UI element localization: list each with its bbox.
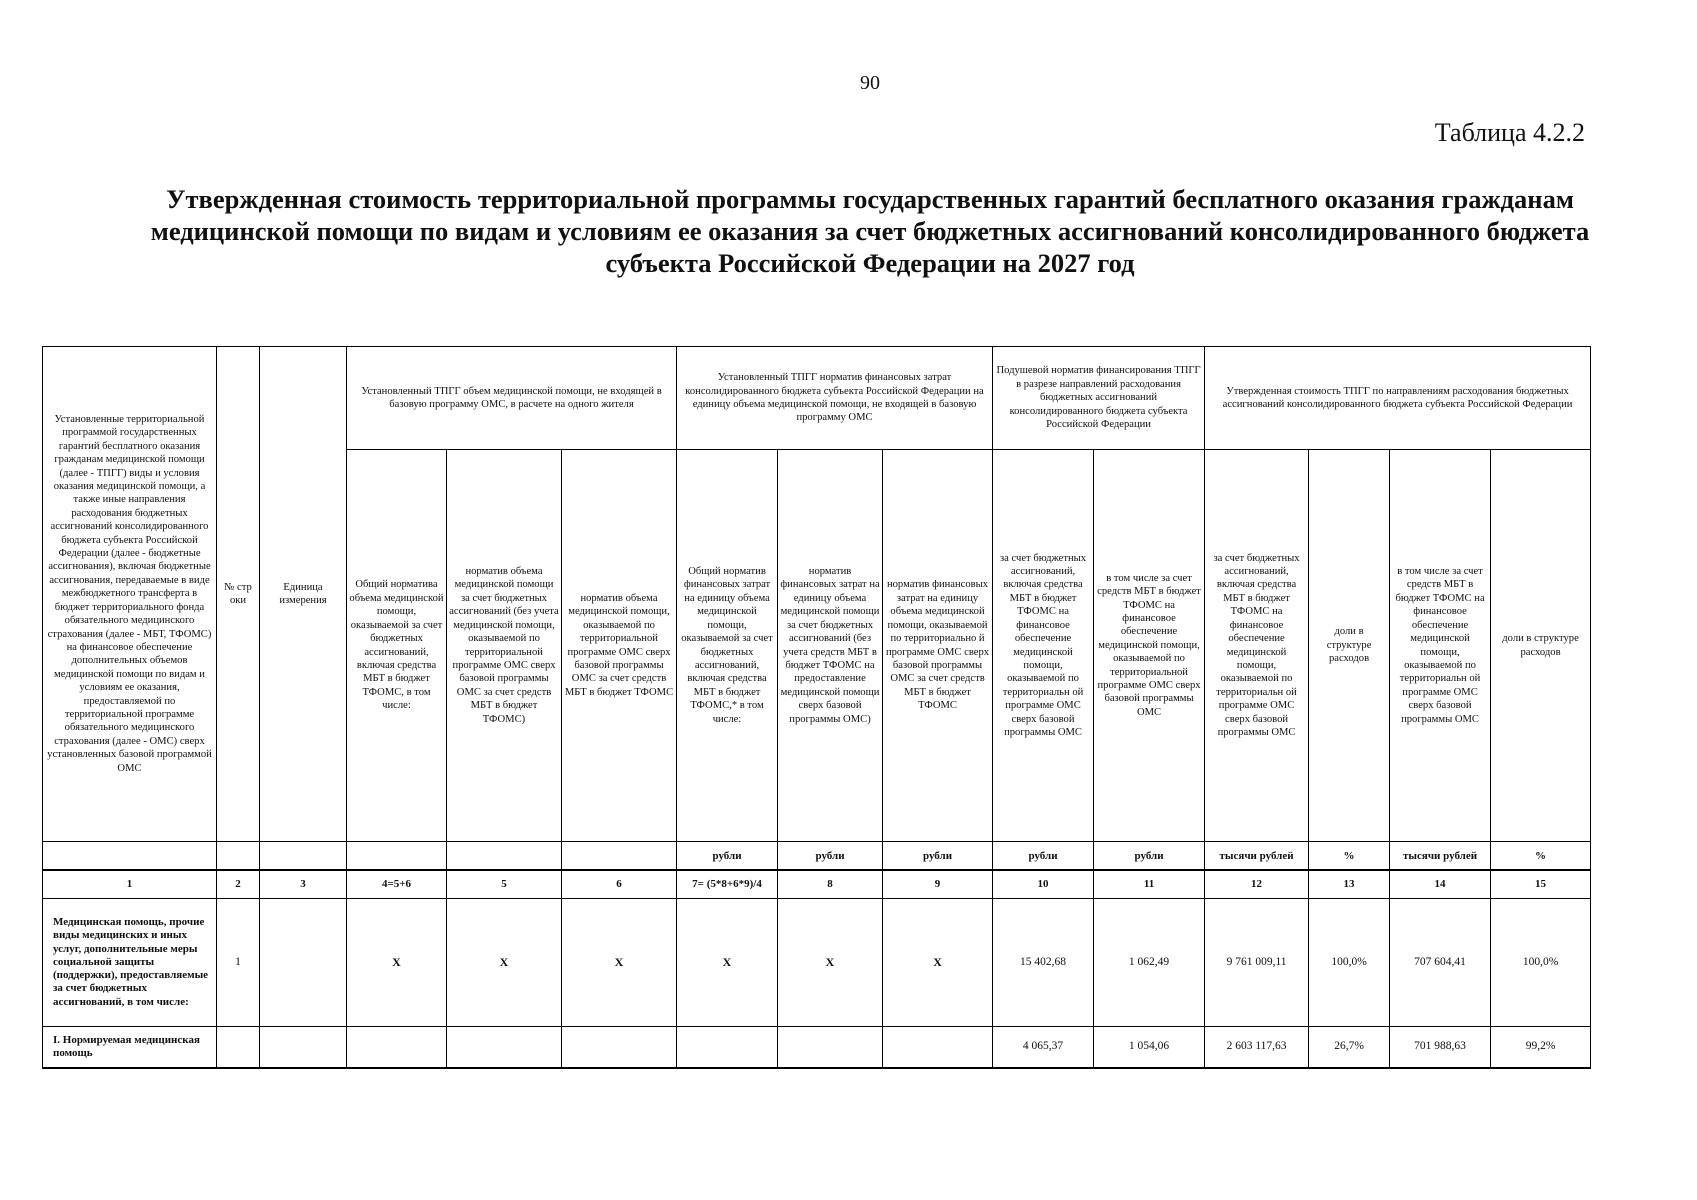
unit-cell: рубли xyxy=(677,842,778,871)
column-number: 12 xyxy=(1205,870,1309,899)
column-number: 9 xyxy=(883,870,993,899)
cell-col-8: X xyxy=(778,899,883,1027)
header-col-8: норматив финансовых затрат на единицу объема медицинской помощи за счет бюджетных ассигнований (без учета средств МБТ в бюджет ТФОМС на предоставление медицинской помощи сверх базовой программы ОМС) xyxy=(778,450,883,842)
header-col-9: норматив финансовых затрат на единицу объема медицинской помощи, оказываемой по территориально й программе ОМС сверх базовой программы ОМС за счет средств МБТ в бюджет ТФОМС xyxy=(883,450,993,842)
unit-cell: рубли xyxy=(778,842,883,871)
table-row xyxy=(43,899,1591,1027)
header-col-7: Общий норматив финансовых затрат на единицу объема медицинской помощи, оказываемой за счет бюджетных ассигнований, включая средства МБТ в бюджет ТФОМС,* в том числе: xyxy=(677,450,778,842)
cell-col-13: 26,7% xyxy=(1309,1027,1390,1069)
cell-col-15: 99,2% xyxy=(1491,1027,1591,1069)
column-number: 15 xyxy=(1491,870,1591,899)
header-col-3: Единица измерения xyxy=(260,347,347,842)
header-col-14: в том числе за счет средств МБТ в бюджет ТФОМС на финансовое обеспечение медицинской помощи, оказываемой по территориальн ой программе ОМС сверх базовой программы ОМС xyxy=(1390,450,1491,842)
cell-col-4: X xyxy=(347,899,447,1027)
cell-col-7 xyxy=(677,1027,778,1069)
unit-cell xyxy=(260,842,347,871)
cell-col-7: X xyxy=(677,899,778,1027)
cell-col-14: 701 988,63 xyxy=(1390,1027,1491,1069)
cell-col-5: X xyxy=(447,899,562,1027)
header-col-4: Общий норматива объема медицинской помощи, оказываемой за счет бюджетных ассигнований, включая средства МБТ в бюджет ТФОМС, в том числе: xyxy=(347,450,447,842)
cell-col-4 xyxy=(347,1027,447,1069)
header-group-approved-cost: Утвержденная стоимость ТПГГ по направлениям расходования бюджетных ассигнований консолидированного бюджета субъекта Российской Федерации xyxy=(1205,347,1591,450)
cell-col-6: X xyxy=(562,899,677,1027)
column-number: 1 xyxy=(43,870,217,899)
table-label: Таблица 4.2.2 xyxy=(1434,118,1585,147)
column-number: 7= (5*8+6*9)/4 xyxy=(677,870,778,899)
row-name: Медицинская помощь, прочие виды медицинских и иных услуг, дополнительные меры социальной защиты (поддержки), предоставляемые за счет бюджетных ассигнований, в том числе: xyxy=(43,899,217,1027)
table-row xyxy=(43,1027,1591,1069)
column-number: 2 xyxy=(217,870,260,899)
header-col-2: № стр оки xyxy=(217,347,260,842)
column-number: 13 xyxy=(1309,870,1390,899)
unit-cell: рубли xyxy=(993,842,1094,871)
unit-cell xyxy=(447,842,562,871)
document-title: Утвержденная стоимость территориальной программы государственных гарантий бесплатного оказания гражданам медицинской помощи по видам и условиям ее оказания за счет бюджетных ассигнований консолидированного бюджета субъекта Российской Федерации на 2027 год xyxy=(150,184,1590,278)
cell-col-5 xyxy=(447,1027,562,1069)
column-number: 6 xyxy=(562,870,677,899)
cell-col-8 xyxy=(778,1027,883,1069)
unit-cell xyxy=(347,842,447,871)
cell-col-13: 100,0% xyxy=(1309,899,1390,1027)
unit-cell: рубли xyxy=(883,842,993,871)
header-group-per-capita: Подушевой норматив финансирования ТПГГ в разрезе направлений расходования бюджетных ассигнований консолидированного бюджета субъекта Российской Федерации xyxy=(993,347,1205,450)
column-number: 5 xyxy=(447,870,562,899)
header-col-6: норматив объема медицинской помощи, оказываемой по территориальной программе ОМС сверх базовой программы ОМС за счет средств МБТ в бюджет ТФОМС xyxy=(562,450,677,842)
header-col-11: в том числе за счет средств МБТ в бюджет ТФОМС на финансовое обеспечение медицинской помощи, оказываемой по территориальной программе ОМС сверх базовой программы ОМС xyxy=(1094,450,1205,842)
header-group-volume: Установленный ТПГГ объем медицинской помощи, не входящей в базовую программу ОМС, в расчете на одного жителя xyxy=(347,347,677,450)
row-unit xyxy=(260,899,347,1027)
row-line-number xyxy=(217,1027,260,1069)
unit-cell xyxy=(562,842,677,871)
unit-cell: тысячи рублей xyxy=(1390,842,1491,871)
cell-col-12: 2 603 117,63 xyxy=(1205,1027,1309,1069)
header-col-1: Установленные территориальной программой государственных гарантий бесплатного оказания гражданам медицинской помощи (далее - ТПГГ) виды и условия оказания медицинской помощи, а также иные направления расходования бюджетных ассигнований консолидированного бюджета субъекта Российской Федерации (далее - бюджетные ассигнования), включая бюджетные ассигнования, передаваемые в виде межбюджетного трансферта в бюджет территориального фонда обязательного медицинского страхования (далее - МБТ, ТФОМС) на финансовое обеспечение дополнительных объемов медицинской помощи по видам и условиям ее оказания, предоставляемой по территориальной программе обязательного медицинского страхования (далее - ОМС) сверх установленных базовой программой ОМС xyxy=(43,347,217,842)
header-group-cost-norm: Установленный ТПГГ норматив финансовых затрат консолидированного бюджета субъекта Российской Федерации на единицу объема медицинской помощи, не входящей в базовую программу ОМС xyxy=(677,347,993,450)
column-number: 4=5+6 xyxy=(347,870,447,899)
header-col-12: за счет бюджетных ассигнований, включая средства МБТ в бюджет ТФОМС на финансовое обеспечение медицинской помощи, оказываемой по территориальн ой программе ОМС сверх базовой программы ОМС xyxy=(1205,450,1309,842)
unit-cell: % xyxy=(1309,842,1390,871)
units-row xyxy=(43,842,1591,871)
column-number: 14 xyxy=(1390,870,1491,899)
row-line-number: 1 xyxy=(217,899,260,1027)
cell-col-11: 1 062,49 xyxy=(1094,899,1205,1027)
header-col-13: доли в структуре расходов xyxy=(1309,450,1390,842)
unit-cell: рубли xyxy=(1094,842,1205,871)
header-col-10: за счет бюджетных ассигнований, включая средства МБТ в бюджет ТФОМС на финансовое обеспечение медицинской помощи, оказываемой по территориальн ой программе ОМС сверх базовой программы ОМС xyxy=(993,450,1094,842)
column-number: 8 xyxy=(778,870,883,899)
row-unit xyxy=(260,1027,347,1069)
cell-col-9: X xyxy=(883,899,993,1027)
column-number: 11 xyxy=(1094,870,1205,899)
cell-col-15: 100,0% xyxy=(1491,899,1591,1027)
cell-col-9 xyxy=(883,1027,993,1069)
cell-col-6 xyxy=(562,1027,677,1069)
cell-col-14: 707 604,41 xyxy=(1390,899,1491,1027)
column-numbers-row xyxy=(43,870,1591,899)
header-row-groups xyxy=(43,347,1591,450)
cell-col-12: 9 761 009,11 xyxy=(1205,899,1309,1027)
header-col-15: доли в структуре расходов xyxy=(1491,450,1591,842)
unit-cell xyxy=(217,842,260,871)
unit-cell xyxy=(43,842,217,871)
row-name: I. Нормируемая медицинская помощь xyxy=(43,1027,217,1069)
cell-col-11: 1 054,06 xyxy=(1094,1027,1205,1069)
page-number: 90 xyxy=(860,72,880,94)
cost-table xyxy=(42,346,1591,1069)
column-number: 10 xyxy=(993,870,1094,899)
cell-col-10: 4 065,37 xyxy=(993,1027,1094,1069)
column-number: 3 xyxy=(260,870,347,899)
unit-cell: % xyxy=(1491,842,1591,871)
unit-cell: тысячи рублей xyxy=(1205,842,1309,871)
cell-col-10: 15 402,68 xyxy=(993,899,1094,1027)
header-col-5: норматив объема медицинской помощи за счет бюджетных ассигнований (без учета медицинской помощи, оказываемой по территориальной программе ОМС сверх базовой программы ОМС за счет средств МБТ в бюджет ТФОМС) xyxy=(447,450,562,842)
